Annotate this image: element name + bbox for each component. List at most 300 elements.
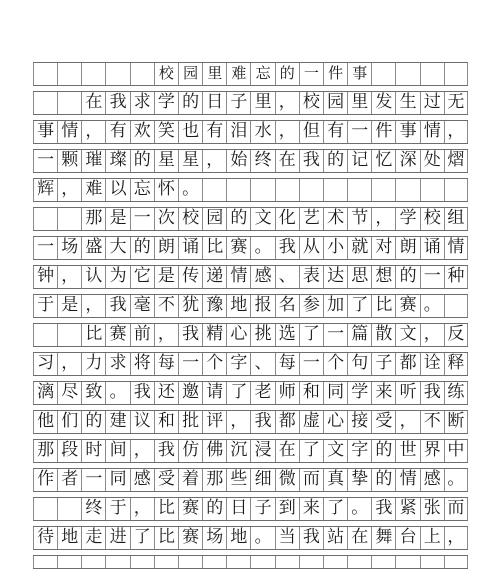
grid-cell: 有 [105, 121, 129, 143]
grid-cell: 一 [347, 121, 371, 143]
grid-cell: 思 [347, 266, 371, 288]
grid-cell: 请 [202, 382, 226, 404]
grid-cell: 事 [395, 121, 419, 143]
grid-cell [33, 208, 57, 230]
grid-cell: 园 [178, 63, 202, 85]
grid-cell [226, 179, 250, 201]
grid-cell: 情 [420, 121, 444, 143]
grid-cell: 和 [154, 411, 178, 433]
grid-cell: 诵 [420, 237, 444, 259]
grid-cell: 比 [81, 324, 105, 346]
grid-cell: 漓 [33, 382, 57, 404]
grid-cell: 大 [105, 237, 129, 259]
grid-cell: 、 [275, 266, 299, 288]
grid-cell: 比 [202, 237, 226, 259]
grid-cell: 议 [130, 411, 154, 433]
grid-cell: 地 [226, 295, 250, 317]
grid-cell: 子 [226, 92, 250, 114]
grid-cell: 星 [178, 150, 202, 172]
grid-cell: 致 [81, 382, 105, 404]
grid-cell: 释 [444, 353, 468, 375]
grid-cell: 受 [371, 411, 395, 433]
grid-cell: 待 [33, 527, 57, 549]
grid-cell: 以 [105, 179, 129, 201]
grid-cell: 笑 [154, 121, 178, 143]
grid-cell: 忘 [130, 179, 154, 201]
essay-title-row [33, 62, 468, 86]
grid-cell: 赛 [178, 527, 202, 549]
grid-cell [202, 179, 226, 201]
grid-cell: ， [395, 411, 419, 433]
grid-cell [420, 179, 444, 201]
grid-cell [323, 556, 347, 568]
grid-cell: 批 [178, 411, 202, 433]
grid-cell: ， [130, 498, 154, 520]
grid-cell: 篇 [347, 324, 371, 346]
grid-cell: 日 [202, 92, 226, 114]
grid-cell: 精 [202, 324, 226, 346]
grid-cell: 园 [202, 208, 226, 230]
grid-cell: 到 [275, 498, 299, 520]
essay-text-row [33, 265, 468, 289]
grid-cell: 的 [130, 237, 154, 259]
grid-cell: 节 [347, 208, 371, 230]
grid-cell [57, 208, 81, 230]
grid-cell: 难 [81, 179, 105, 201]
grid-cell: 微 [275, 469, 299, 491]
grid-cell: 他 [33, 411, 57, 433]
grid-cell [33, 556, 57, 568]
grid-cell: 一 [81, 469, 105, 491]
grid-cell: 璨 [105, 150, 129, 172]
grid-cell: 场 [57, 237, 81, 259]
grid-cell: 处 [420, 150, 444, 172]
grid-cell: 名 [275, 295, 299, 317]
grid-cell: 建 [105, 411, 129, 433]
grid-cell [57, 324, 81, 346]
essay-text-row [33, 91, 468, 115]
grid-cell: 终 [81, 498, 105, 520]
grid-cell: 一 [130, 208, 154, 230]
grid-cell [395, 63, 419, 85]
grid-cell: 的 [178, 92, 202, 114]
grid-cell: 都 [395, 353, 419, 375]
grid-cell: ， [444, 121, 468, 143]
grid-cell: 传 [178, 266, 202, 288]
grid-cell: 张 [420, 498, 444, 520]
grid-cell: 璀 [81, 150, 105, 172]
grid-cell [130, 556, 154, 568]
grid-cell [444, 63, 468, 85]
essay-text-row [33, 526, 468, 550]
grid-cell [81, 556, 105, 568]
grid-cell: 校 [154, 63, 178, 85]
essay-text-row [33, 236, 468, 260]
grid-row-cutoff [33, 555, 468, 569]
grid-cell: 里 [202, 63, 226, 85]
essay-text-row [33, 207, 468, 231]
grid-cell [178, 556, 202, 568]
grid-cell [81, 63, 105, 85]
grid-cell: 就 [347, 237, 371, 259]
grid-cell: ， [202, 150, 226, 172]
grid-cell: 情 [444, 237, 468, 259]
grid-cell: 求 [105, 353, 129, 375]
grid-cell: 虚 [299, 411, 323, 433]
grid-cell: 评 [202, 411, 226, 433]
grid-cell: 认 [81, 266, 105, 288]
grid-cell: 散 [371, 324, 395, 346]
grid-cell: 选 [275, 324, 299, 346]
grid-cell: 那 [202, 469, 226, 491]
grid-cell: 。 [250, 237, 274, 259]
grid-cell: 细 [250, 469, 274, 491]
grid-cell: 校 [299, 92, 323, 114]
grid-cell: ， [444, 527, 468, 549]
grid-cell: 句 [347, 353, 371, 375]
essay-text-row [33, 178, 468, 202]
grid-cell: 地 [226, 527, 250, 549]
grid-cell: 也 [178, 121, 202, 143]
grid-cell: 作 [33, 469, 57, 491]
grid-cell: 学 [154, 92, 178, 114]
grid-cell: 里 [347, 92, 371, 114]
grid-cell: 颗 [57, 150, 81, 172]
grid-cell: 前 [130, 324, 154, 346]
grid-cell: 的 [371, 440, 395, 462]
grid-cell: 。 [420, 295, 444, 317]
grid-cell: 事 [347, 63, 371, 85]
grid-cell: 。 [178, 179, 202, 201]
grid-cell [444, 295, 468, 317]
grid-cell: 发 [371, 92, 395, 114]
grid-cell: 的 [275, 63, 299, 85]
grid-cell: 而 [444, 498, 468, 520]
grid-cell: 里 [250, 92, 274, 114]
grid-cell: 比 [154, 498, 178, 520]
grid-cell: 文 [250, 208, 274, 230]
grid-cell: 佛 [202, 440, 226, 462]
grid-cell: 的 [202, 498, 226, 520]
grid-cell: 当 [275, 527, 299, 549]
grid-cell [250, 556, 274, 568]
grid-cell: 不 [154, 295, 178, 317]
grid-cell: 我 [275, 237, 299, 259]
grid-cell: 。 [250, 527, 274, 549]
grid-cell: 场 [202, 527, 226, 549]
grid-cell: 舞 [371, 527, 395, 549]
grid-cell: 感 [250, 266, 274, 288]
grid-cell: 那 [81, 208, 105, 230]
grid-cell: 了 [226, 382, 250, 404]
grid-cell: 钟 [33, 266, 57, 288]
grid-cell [371, 63, 395, 85]
grid-cell: 上 [420, 527, 444, 549]
grid-cell [33, 92, 57, 114]
grid-cell: 将 [130, 353, 154, 375]
grid-cell [226, 556, 250, 568]
grid-cell: 无 [444, 92, 468, 114]
grid-cell: 在 [347, 527, 371, 549]
grid-cell: 仿 [178, 440, 202, 462]
grid-cell: 情 [395, 469, 419, 491]
grid-cell: 一 [299, 63, 323, 85]
essay-text-row [33, 294, 468, 318]
grid-cell: 走 [81, 527, 105, 549]
grid-cell: 。 [347, 498, 371, 520]
grid-cell: 一 [33, 150, 57, 172]
grid-cell: 加 [323, 295, 347, 317]
grid-cell: 挚 [347, 469, 371, 491]
grid-cell [299, 556, 323, 568]
grid-cell: 同 [105, 469, 129, 491]
grid-cell: 的 [323, 150, 347, 172]
grid-cell [444, 179, 468, 201]
grid-cell: 着 [178, 469, 202, 491]
grid-cell: 诵 [178, 237, 202, 259]
grid-cell: 心 [226, 324, 250, 346]
grid-cell: 的 [395, 266, 419, 288]
grid-cell: 盛 [81, 237, 105, 259]
grid-cell: 事 [33, 121, 57, 143]
grid-cell: 忘 [250, 63, 274, 85]
grid-cell [371, 556, 395, 568]
grid-cell [130, 63, 154, 85]
grid-cell: 次 [154, 208, 178, 230]
grid-cell: 一 [323, 324, 347, 346]
grid-cell: 在 [81, 92, 105, 114]
grid-cell: 校 [420, 208, 444, 230]
grid-cell: 辉 [33, 179, 57, 201]
grid-cell: 了 [323, 498, 347, 520]
grid-cell: 情 [226, 266, 250, 288]
grid-cell: 。 [105, 382, 129, 404]
grid-cell: 有 [323, 121, 347, 143]
grid-cell: ， [371, 208, 395, 230]
grid-cell: 反 [444, 324, 468, 346]
grid-cell: 朗 [395, 237, 419, 259]
grid-cell: 们 [57, 411, 81, 433]
grid-cell: 力 [81, 353, 105, 375]
grid-cell [371, 179, 395, 201]
grid-cell: 都 [275, 411, 299, 433]
grid-cell: 比 [371, 295, 395, 317]
grid-cell: 但 [299, 121, 323, 143]
grid-cell: ， [275, 121, 299, 143]
grid-cell: 挑 [250, 324, 274, 346]
grid-cell: 学 [347, 382, 371, 404]
grid-cell: 、 [250, 353, 274, 375]
grid-cell: 园 [323, 92, 347, 114]
grid-cell: 泪 [226, 121, 250, 143]
grid-cell: 毫 [130, 295, 154, 317]
grid-cell [33, 498, 57, 520]
grid-cell [347, 556, 371, 568]
grid-cell: 了 [299, 324, 323, 346]
essay-text-row [33, 439, 468, 463]
grid-cell: 不 [420, 411, 444, 433]
grid-cell: 生 [395, 92, 419, 114]
grid-cell: 些 [226, 469, 250, 491]
grid-cell: 了 [347, 295, 371, 317]
grid-cell: 为 [105, 266, 129, 288]
grid-cell: 报 [250, 295, 274, 317]
grid-cell: 化 [275, 208, 299, 230]
grid-cell [275, 556, 299, 568]
grid-cell: 是 [105, 208, 129, 230]
grid-cell [105, 63, 129, 85]
grid-cell: 老 [250, 382, 274, 404]
grid-cell: 诠 [420, 353, 444, 375]
grid-cell [57, 92, 81, 114]
grid-cell: 达 [323, 266, 347, 288]
grid-cell: 同 [323, 382, 347, 404]
grid-cell: 我 [130, 382, 154, 404]
grid-cell: 想 [371, 266, 395, 288]
grid-cell [395, 556, 419, 568]
grid-cell [275, 179, 299, 201]
grid-cell: 还 [154, 382, 178, 404]
essay-text-row [33, 410, 468, 434]
grid-cell: 在 [275, 440, 299, 462]
grid-cell: 忆 [371, 150, 395, 172]
grid-cell: 日 [226, 498, 250, 520]
grid-cell: 。 [444, 469, 468, 491]
grid-cell: 星 [154, 150, 178, 172]
grid-cell: 朗 [154, 237, 178, 259]
grid-cell: 时 [81, 440, 105, 462]
grid-cell: 从 [299, 237, 323, 259]
grid-cell: 欢 [130, 121, 154, 143]
grid-cell: ， [57, 179, 81, 201]
grid-cell: 我 [299, 150, 323, 172]
writing-grid [33, 62, 468, 575]
grid-cell [395, 179, 419, 201]
grid-cell: 邀 [178, 382, 202, 404]
grid-cell: 受 [154, 469, 178, 491]
grid-cell: 深 [395, 150, 419, 172]
grid-cell: 学 [395, 208, 419, 230]
grid-cell: 熠 [444, 150, 468, 172]
grid-cell: 那 [33, 440, 57, 462]
grid-cell: 字 [347, 440, 371, 462]
grid-cell: 记 [347, 150, 371, 172]
grid-cell: 听 [395, 382, 419, 404]
grid-cell: 一 [299, 353, 323, 375]
grid-cell: 地 [57, 527, 81, 549]
grid-cell: ， [130, 440, 154, 462]
grid-cell [33, 324, 57, 346]
grid-cell: 怀 [154, 179, 178, 201]
grid-cell: 断 [444, 411, 468, 433]
grid-cell: 我 [299, 527, 323, 549]
grid-cell: 练 [444, 382, 468, 404]
grid-cell: 赛 [178, 498, 202, 520]
essay-text-row [33, 149, 468, 173]
grid-cell: 求 [130, 92, 154, 114]
grid-cell: 的 [371, 469, 395, 491]
grid-cell: 来 [371, 382, 395, 404]
grid-cell: 台 [395, 527, 419, 549]
essay-text-row [33, 497, 468, 521]
grid-cell: 子 [371, 353, 395, 375]
grid-cell: 间 [105, 440, 129, 462]
grid-cell: 和 [299, 382, 323, 404]
grid-cell: 我 [178, 324, 202, 346]
essay-text-row [33, 468, 468, 492]
grid-cell: 对 [371, 237, 395, 259]
grid-cell: 者 [57, 469, 81, 491]
grid-cell: 习 [33, 353, 57, 375]
grid-cell: 是 [154, 266, 178, 288]
grid-cell: 种 [444, 266, 468, 288]
grid-cell: 件 [371, 121, 395, 143]
grid-cell [420, 556, 444, 568]
grid-cell: 紧 [395, 498, 419, 520]
grid-cell: 我 [105, 92, 129, 114]
grid-cell: 件 [323, 63, 347, 85]
grid-cell: 情 [57, 121, 81, 143]
essay-text-row [33, 381, 468, 405]
grid-cell: 终 [250, 150, 274, 172]
grid-cell [202, 556, 226, 568]
grid-cell: ， [57, 353, 81, 375]
grid-cell: 每 [154, 353, 178, 375]
grid-cell: ， [154, 324, 178, 346]
essay-text-row [33, 120, 468, 144]
grid-cell: 我 [250, 411, 274, 433]
grid-cell: 一 [420, 266, 444, 288]
grid-cell: 个 [202, 353, 226, 375]
grid-cell: 递 [202, 266, 226, 288]
grid-cell: 赛 [105, 324, 129, 346]
grid-cell: 世 [395, 440, 419, 462]
grid-cell: ， [420, 324, 444, 346]
grid-cell: 在 [275, 150, 299, 172]
grid-cell [347, 179, 371, 201]
grid-cell: 一 [178, 353, 202, 375]
grid-cell: 赛 [226, 237, 250, 259]
grid-cell: 术 [323, 208, 347, 230]
grid-cell: 我 [420, 382, 444, 404]
grid-cell: 校 [178, 208, 202, 230]
grid-cell: 文 [323, 440, 347, 462]
grid-cell: 字 [226, 353, 250, 375]
grid-cell: 的 [81, 411, 105, 433]
grid-cell: 文 [395, 324, 419, 346]
grid-cell: 水 [250, 121, 274, 143]
grid-cell: 了 [299, 440, 323, 462]
grid-cell: 小 [323, 237, 347, 259]
grid-cell [299, 179, 323, 201]
grid-cell [444, 556, 468, 568]
grid-cell: 有 [202, 121, 226, 143]
grid-cell [420, 63, 444, 85]
grid-cell: 感 [130, 469, 154, 491]
grid-cell [57, 556, 81, 568]
grid-cell: 中 [444, 440, 468, 462]
grid-cell: 我 [154, 440, 178, 462]
grid-cell: 段 [57, 440, 81, 462]
grid-cell: ， [81, 295, 105, 317]
grid-cell: 难 [226, 63, 250, 85]
grid-cell [323, 179, 347, 201]
grid-cell: 它 [130, 266, 154, 288]
grid-cell: 师 [275, 382, 299, 404]
grid-cell: 一 [33, 237, 57, 259]
grid-cell [250, 179, 274, 201]
grid-cell [154, 556, 178, 568]
